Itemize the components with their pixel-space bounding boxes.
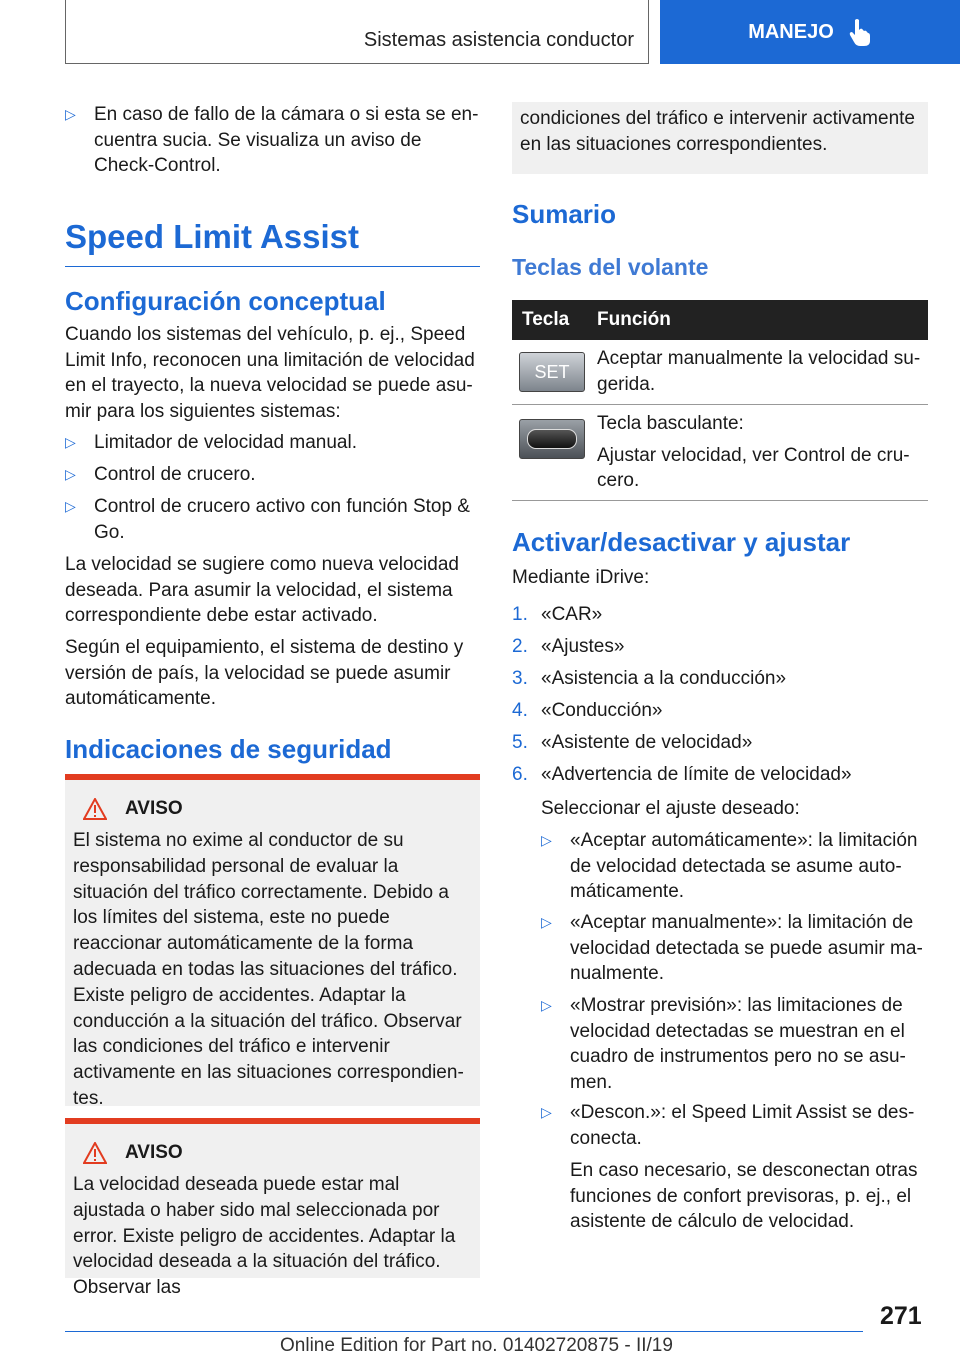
triangle-bullet-icon: ▷: [541, 997, 552, 1013]
list-item: ▷ «Aceptar manualmente»: la limitación de velocidad detectada se puede asumir manualmente.: [541, 912, 923, 984]
triangle-bullet-icon: ▷: [65, 498, 76, 514]
chapter-title: Sistemas asistencia conductor: [363, 29, 634, 51]
list-item: 3. «Asistencia a la conducción»: [512, 668, 787, 689]
table-row: [512, 405, 928, 501]
footer-divider: [65, 1331, 863, 1332]
function-text: Aceptar manualmente la velocidad sugerida.: [597, 348, 921, 395]
triangle-bullet-icon: ▷: [65, 466, 76, 482]
triangle-bullet-icon: ▷: [541, 914, 552, 930]
chapter-tab: [65, 0, 649, 64]
list-item: ▷ Control de crucero.: [65, 462, 480, 488]
continued-warning-text: condiciones del tráfico e intervenir activamente en las situaciones correspondientes.: [512, 102, 928, 174]
triangle-bullet-icon: ▷: [65, 106, 76, 122]
triangle-bullet-icon: ▷: [541, 1104, 552, 1120]
warning-box: [65, 774, 480, 1109]
equipment-text: Según el equipamiento, el sistema de destino y versión de país, la velocidad se puede asumir automáticamente.: [65, 637, 464, 709]
list-item: ▷ «Aceptar automáticamente»: la limitación de velocidad detectada se asume automáticamente.: [541, 830, 918, 902]
table-header: [512, 300, 928, 340]
list-item: ▷ Limitador de velocidad manual.: [65, 430, 480, 456]
concept-heading: Configuración conceptual: [65, 286, 386, 316]
list-item: 1. «CAR»: [512, 604, 603, 625]
section-tab: [660, 0, 960, 64]
list-item: 4. «Conducción»: [512, 700, 663, 721]
warning-text: El sistema no exime al conductor de su responsabilidad personal de evaluar la situación del tráfico correctamente. Debido a los límites del sistema, este no puede reaccionar automáticamente de la forma adecuada en todas las situaciones del tráfico. Existe peligro de accidentes. Adaptar la conducción a la situación del tráfico. Observar las condiciones del tráfico e intervenir activamente en las situaciones correspondientes.: [73, 830, 464, 1109]
list-item: 6. «Advertencia de límite de velocidad»: [512, 764, 852, 785]
column-header-key: Tecla: [522, 309, 570, 330]
idrive-text: Mediante iDrive:: [512, 567, 650, 588]
list-item: ▷ «Mostrar previsión»: las limitaciones de velocidad detectadas se muestran en el cuadro de instrumentos pero no se asumen.: [541, 995, 906, 1093]
warning-triangle-icon: [83, 1142, 107, 1164]
table-row: [512, 340, 928, 405]
list-item: ▷ Control de crucero activo con función Stop & Go.: [65, 496, 470, 543]
list-item: 2. «Ajustes»: [512, 636, 625, 657]
triangle-bullet-icon: ▷: [65, 434, 76, 450]
descon-note: En caso necesario, se desconectan otras funciones de confort previsoras, p. ej., el asistente de cálculo de velocidad.: [570, 1160, 918, 1232]
list-item: 5. «Asistente de velocidad»: [512, 732, 753, 753]
triangle-bullet-icon: ▷: [541, 832, 552, 848]
column-header-function: Función: [597, 309, 671, 330]
warning-text: La velocidad deseada puede estar mal ajustada o haber sido mal seleccionada por error. Existe peligro de accidentes. Adaptar la velocidad deseada a la situación del tráfico. Observar las: [73, 1174, 456, 1299]
list-item: ▷ «Descon.»: el Speed Limit Assist se desconecta.: [541, 1102, 915, 1149]
page-title: Speed Limit Assist: [65, 218, 480, 267]
summary-heading: Sumario: [512, 199, 617, 229]
suggest-text: La velocidad se sugiere como nueva velocidad deseada. Para asumir la velocidad, el sistema correspondiente debe estar activado.: [65, 554, 459, 626]
keys-heading: Teclas del volante: [512, 254, 709, 280]
concept-text: Cuando los sistemas del vehículo, p. ej., Speed Limit Info, reconocen una limitación de velocidad en el trayecto, la nueva velocidad se puede asumir para los siguientes sistemas:: [65, 324, 475, 422]
activate-heading: Activar/desactivar y ajustar: [512, 527, 851, 557]
list-item: ▷ En caso de fallo de la cámara o si esta se encuentra sucia. Se visualiza un aviso de Check-Control.: [65, 104, 479, 176]
hand-pointer-icon: [848, 18, 872, 46]
warning-triangle-icon: [83, 798, 107, 820]
keys-table: [512, 300, 928, 501]
set-key-icon: SET: [519, 352, 585, 392]
rocker-switch-icon: [519, 419, 585, 459]
function-text: Ajustar velocidad, ver Control de crucero.: [597, 444, 910, 491]
warning-box: [65, 1118, 480, 1299]
warning-label: AVISO: [125, 798, 183, 819]
function-text: Tecla basculante:: [597, 413, 744, 434]
section-title: MANEJO: [748, 20, 834, 43]
warning-label: AVISO: [125, 1142, 183, 1163]
select-text: Seleccionar el ajuste deseado:: [541, 798, 800, 819]
safety-heading: Indicaciones de seguridad: [65, 734, 392, 764]
edition-text: Online Edition for Part no. 01402720875 - II/19: [280, 1335, 673, 1356]
page-number: 271: [880, 1302, 922, 1330]
